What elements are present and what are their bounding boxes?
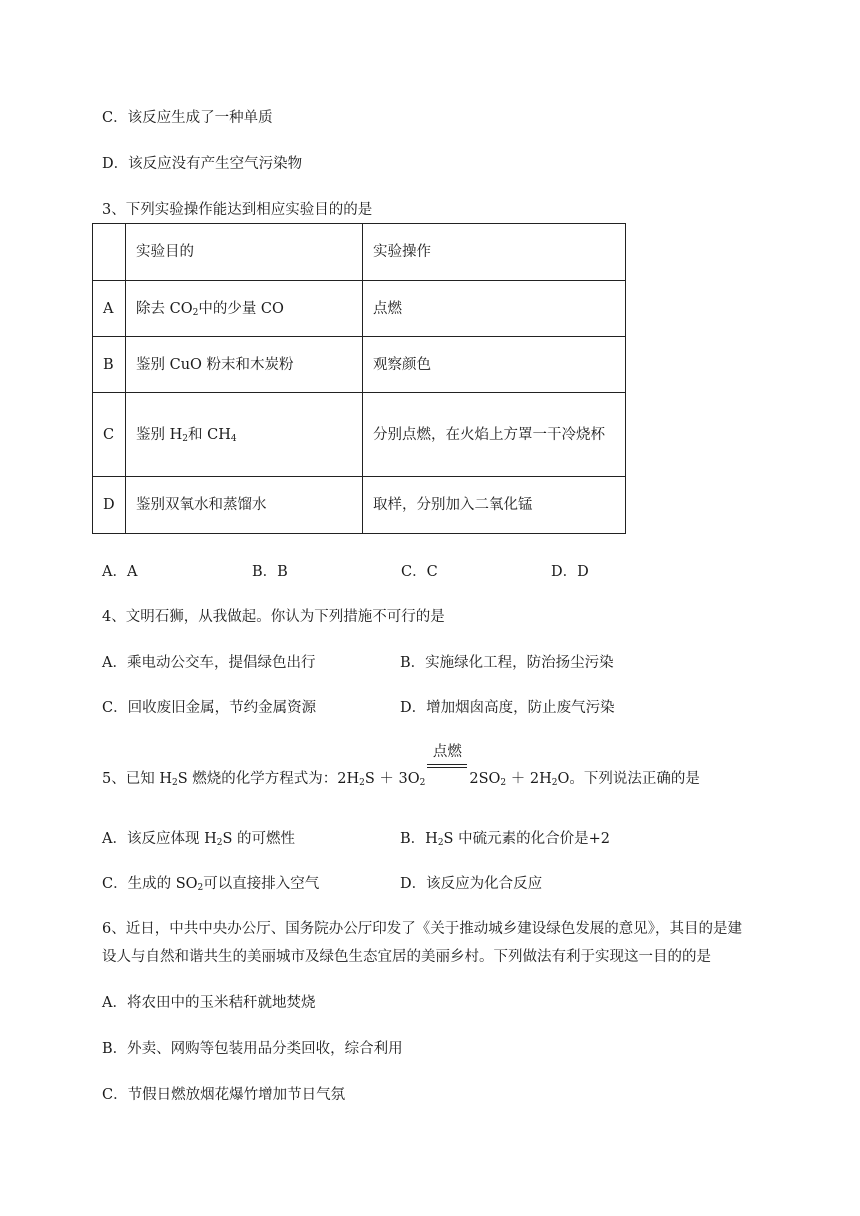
row-goal: 鉴别双氧水和蒸馏水 [126, 477, 363, 534]
q3-answer-b: B．B [252, 564, 288, 580]
q3-answer-c: C．C [401, 564, 438, 580]
q3-table [92, 223, 626, 534]
reaction-condition-arrow: 点燃 [427, 763, 467, 783]
q4-option-c: C．回收废旧金属，节约金属资源 [102, 700, 317, 716]
q3-answer-a: A．A [102, 564, 138, 580]
row-key: B [93, 337, 126, 393]
q5-option-a: A．该反应体现 $H_2S$ 的可燃性 [102, 831, 296, 848]
q5-stem: 5、已知 $H_2S$ 燃烧的化学方程式为：$2H_2S + 3O_2$ 点燃 $2SO_2 + 2H_2O$。下列说法正确的是 [102, 744, 700, 788]
q6-option-a: A．将农田中的玉米秸秆就地焚烧 [102, 995, 316, 1011]
q5-option-b: B．$H_2S$ 中硫元素的化合价是+2 [400, 831, 610, 848]
q2-option-d: D．该反应没有产生空气污染物 [102, 156, 303, 172]
q2-option-c: C．该反应生成了一种单质 [102, 110, 273, 126]
table-row [93, 337, 626, 393]
row-goal: 除去 $CO_2$中的少量 CO [126, 281, 363, 337]
row-op: 分别点燃，在火焰上方罩一干冷烧杯 [363, 393, 626, 477]
table-row [93, 393, 626, 477]
table-row [93, 477, 626, 534]
row-key: D [93, 477, 126, 534]
row-op: 取样，分别加入二氧化锰 [363, 477, 626, 534]
q4-option-b: B．实施绿化工程，防治扬尘污染 [400, 655, 614, 671]
table-header-row [93, 224, 626, 281]
q6-option-c: C．节假日燃放烟花爆竹增加节日气氛 [102, 1087, 346, 1103]
row-op: 观察颜色 [363, 337, 626, 393]
q4-stem: 4、文明石狮，从我做起。你认为下列措施不可行的是 [102, 609, 445, 625]
table-header-key [93, 224, 126, 281]
q5-option-d: D．该反应为化合反应 [400, 876, 543, 892]
q4-option-a: A．乘电动公交车，提倡绿色出行 [102, 655, 316, 671]
table-row [93, 281, 626, 337]
q4-option-d: D．增加烟囱高度，防止废气污染 [400, 700, 615, 716]
table-header-goal: 实验目的 [126, 224, 363, 281]
q6-stem-line1: 6、近日，中共中央办公厅、国务院办公厅印发了《关于推动城乡建设绿色发展的意见》，其目的是建 [102, 921, 742, 937]
row-key: A [93, 281, 126, 337]
table-header-op: 实验操作 [363, 224, 626, 281]
q6-option-b: B．外卖、网购等包装用品分类回收，综合利用 [102, 1041, 403, 1057]
q3-stem: 3、下列实验操作能达到相应实验目的的是 [102, 202, 373, 218]
q3-answer-d: D．D [551, 564, 589, 580]
row-key: C [93, 393, 126, 477]
row-goal: 鉴别 $H_2$和 $CH_4$ [126, 393, 363, 477]
row-goal: 鉴别 CuO 粉末和木炭粉 [126, 337, 363, 393]
q5-option-c: C．生成的 $SO_2$可以直接排入空气 [102, 876, 320, 893]
q6-stem-line2: 设人与自然和谐共生的美丽城市及绿色生态宜居的美丽乡村。下列做法有利于实现这一目的的是 [102, 949, 711, 965]
row-op: 点燃 [363, 281, 626, 337]
